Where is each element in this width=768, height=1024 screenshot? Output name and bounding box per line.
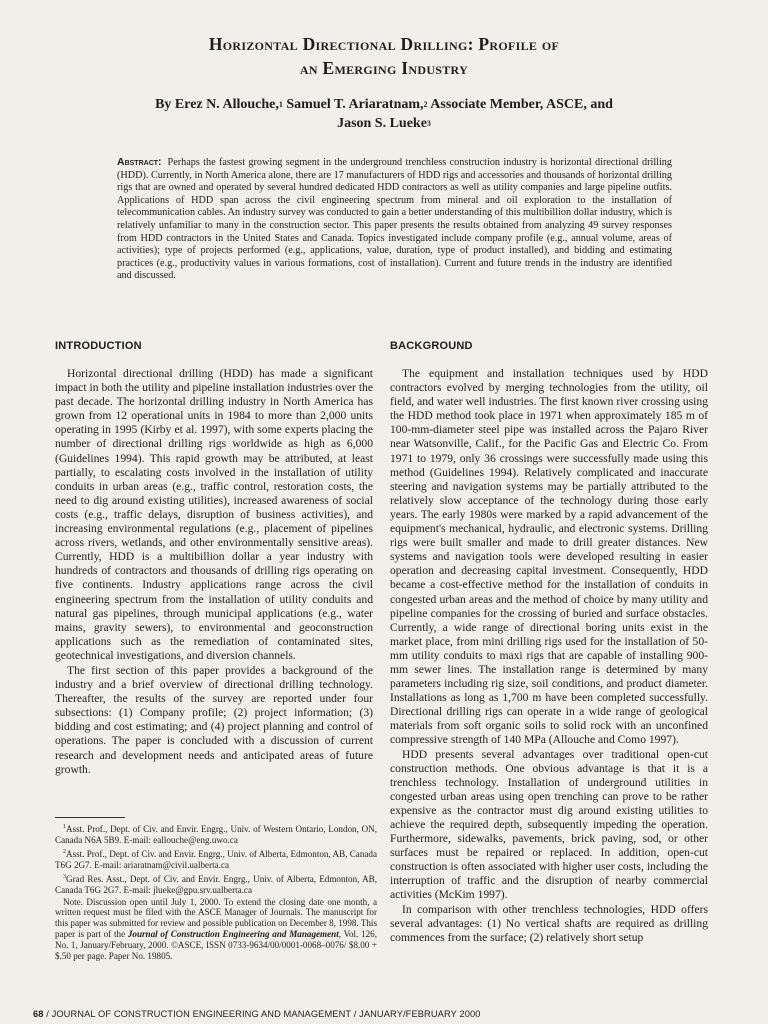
footnote-divider [55, 817, 125, 818]
author-2: Samuel T. Ariaratnam, [282, 97, 424, 112]
introduction-paragraph-1: Horizontal directional drilling (HDD) has made a significant impact in both the utility and pipeline installation industries over the past decade. The horizontal drilling industry in North America has grown from 12 operational units in 1984 to more than 2,000 units operating in 1995 (Kirby et al. 1997), with some experts placing the number of directional drilling rigs worldwide as high as 6,000 (Guidelines 1994). This rapid growth may be attributed, at least partially, to escalating costs involved in the installation of utility conduits in urban areas (e.g., traffic control, restoration costs, the need to dig around existing utilities), increased awareness of social costs (e.g., traffic delays, disruption of business activities), and increasing environmental regulations (e.g., placement of pipelines across rivers, wetlands, and other environmentally sensitive areas). Currently, HDD is a multibillion dollar a year industry with hundreds of contractors and thousands of drilling rigs operating on five continents. Industry applications range across the civil engineering spectrum from the installation of utility conduits and natural gas pipelines, through municipal applications (e.g., water mains, gravity sewers), to environmental and geoconstruction applications such as the remediation of contaminated sites, geotechnical investigations, and diversion channels. [55, 367, 373, 662]
publication-note [55, 897, 377, 962]
paper-title [60, 32, 708, 80]
author-2-footnote-mark: 2 [423, 100, 428, 109]
background-heading: BACKGROUND [390, 340, 473, 352]
author-2-affiliation: Associate Member, ASCE, and [427, 97, 613, 112]
footnote-3-mark: 3 [63, 873, 66, 880]
author-1: By Erez N. Allouche, [155, 97, 279, 112]
background-paragraph-1: The equipment and installation techniques used by HDD contractors evolved by merging technologies from the utility, oil field, and water well industries. The first known river crossing using the HDD method took place in 1971 when approximately 185 m of 100-mm-diameter steel pipe was installed across the Pajaro River near Watsonville, Calif., for the Pacific Gas and Electric Co. From 1971 to 1979, only 36 crossings were successfully made using this method (Guidelines 1994). Relatively complicated and inaccurate steering and navigation systems may be partially attributed to the relatively slow acceptance of the technology during those early years. The early 1980s were marked by a rapid advancement of the equipment's mechanical, hydraulic, and electronic systems. Drilling rigs were built smaller and made to drill greater distances. New systems and navigation tools were developed resulting in easier operation and decreasing capital investment. Consequently, HDD became a cost-effective method for the installation of conduits in congested urban areas and the method of choice by many utility and pipeline companies for the crossing of buried and surface obstacles. Currently, a wide range of directional boring units exist in the market place, from mini drilling rigs used for the installation of 50-mm utility conduits to maxi rigs that are capable of installing 900-mm sewer lines. The installation range is determined by many parameters including rig size, soil conditions, and product diameter. Installations as long as 1,700 m have been completed successfully. Directional drilling rigs can operate in a wide range of geological materials from soft organic soils to solid rock with an unconfined compressive strength of 140 MPa (Allouche and Como 1997). [390, 367, 708, 747]
footnote-2 [55, 847, 377, 871]
abstract-text: Perhaps the fastest growing segment in the underground trenchless construction industry is horizontal directional drilling (HDD). Currently, in North America alone, there are 17 manufacturers of HDD rigs and accessories and thousands of horizontal drilling rigs that are owned and operated by several hundred dedicated HDD contractors as well as utility companies and large pipeline outfits. Applications of HDD span across the civil engineering spectrum from mineral and oil exploration to the installation of telecommunication cables. An industry survey was conducted to gain a better understanding of this multibillion dollar industry, which is relatively unfamiliar to many in the construction sector. This paper presents the results obtained from analyzing 49 survey responses from HDD contractors in the United States and Canada. Topics investigated include company profile (e.g., annual volume, areas of activities); type of projects performed (e.g., applications, value, duration, type of product installed), and bidding and estimating practices (e.g., productivity values in various formations, cost of installation). Current and future trends in the industry are identified and discussed. [117, 157, 673, 282]
abstract [117, 156, 672, 283]
author-line-2 [60, 114, 708, 133]
title-line-1: Horizontal Directional Drilling: Profile of [208, 34, 560, 54]
footnote-3 [55, 872, 377, 896]
background-paragraph-2: HDD presents several advantages over traditional open-cut construction methods. One obvious advantage is that it is a trenchless technology. Installation of underground utilities in congested urban areas using open trenching can prove to be rather expensive as the contractor must dig around existing utilities to achieve the required depth, subsequently impeding the operation. Furthermore, sidewalks, pavements, brick paving, sod, or other surfaces must be repaired or replaced. In addition, open-cut construction is often associated with higher user costs, including the interruption of traffic and the disruption of nearby commercial activities (McKim 1997). [390, 747, 708, 902]
publication-note-text: Note. Discussion open until July 1, 2000. To extend the closing date one month, a written request must be filed with the ASCE Manager of Journals. The manuscript for this paper was submitted for review and possible publication on December 8, 1998. This paper is part of the [55, 896, 377, 940]
author-line-1 [60, 95, 708, 114]
footnote-1 [55, 822, 377, 846]
footnote-1-text: Asst. Prof., Dept. of Civ. and Envir. Engrg., Univ. of Western Ontario, London, ON, Canada N6A 5B9. E-mail: eallouche@eng.uwo.ca [55, 824, 377, 845]
footnote-2-text: Asst. Prof., Dept. of Civ. and Envir. Engrg., Univ. of Alberta, Edmonton, AB, Canada T6G 2G7. E-mail: ariaratnam@civil.ualberta.ca [55, 848, 377, 870]
footnote-2-mark: 2 [63, 848, 66, 855]
publication-note-details: , Vol. 126, No. 1, January/February, 2000. ©ASCE, ISSN 0733-9634/00/0001-0068–0076/ $8.00 + $.50 per page. Paper No. 19805. [55, 929, 377, 962]
left-column [55, 339, 373, 777]
right-column [390, 339, 708, 945]
author-3: Jason S. Lueke [337, 116, 427, 131]
author-1-footnote-mark: 1 [278, 100, 283, 109]
author-3-footnote-mark: 3 [426, 119, 431, 128]
page-footer [33, 1009, 733, 1020]
title-line-2: an Emerging Industry [299, 58, 469, 78]
running-footer: / JOURNAL OF CONSTRUCTION ENGINEERING AND MANAGEMENT / JANUARY/FEBRUARY 2000 [43, 1009, 481, 1019]
journal-name: Journal of Construction Engineering and Management [127, 929, 339, 940]
author-list [60, 95, 708, 133]
footnote-3-text: Grad Res. Asst., Dept. of Civ. and Envir. Engrg., Univ. of Alberta, Edmonton, AB, Canada T6G 2G7. E-mail: jlueke@gpu.srv.ualberta.ca [55, 873, 377, 895]
abstract-label: Abstract: [117, 156, 162, 168]
background-paragraph-3: In comparison with other trenchless technologies, HDD offers several advantages: (1) No vertical shafts are required as drilling commences from the surface; (2) relatively short setup [390, 902, 708, 944]
introduction-paragraph-2: The first section of this paper provides a background of the industry and a brief overview of directional drilling technology. Thereafter, the results of the survey are reported under four subsections: (1) Company profile; (2) project information; (3) bidding and cost estimating; and (4) project planning and control of operations. The paper is concluded with a discussion of current research and development needs and anticipated areas of future growth. [55, 663, 373, 776]
introduction-heading: INTRODUCTION [55, 340, 142, 352]
page-number: 68 [33, 1009, 44, 1019]
footnotes [55, 822, 377, 963]
footnote-1-mark: 1 [63, 824, 66, 830]
